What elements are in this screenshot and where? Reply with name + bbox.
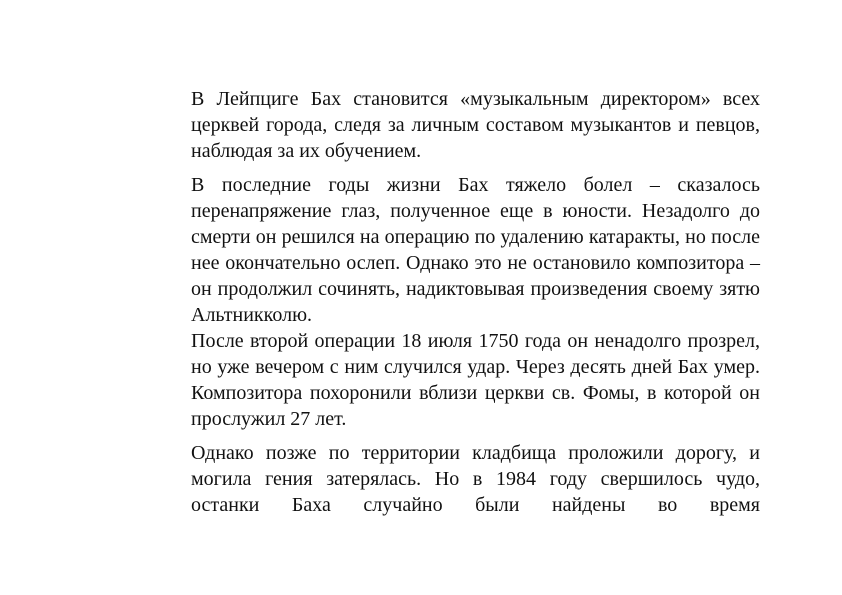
paragraph-illness: В последние годы жизни Бах тяжело болел – сказалось перенапряжение глаз, полученное еще в юности. Незадолго до смерти он решился на операцию по удалению катаракты, но после нее окончательно ослеп. Однако это не остановило композитора – он продолжил сочинять, надиктовывая произведения своему зятю Альтникколю. [191, 174, 760, 326]
document-body [191, 86, 760, 518]
paragraph-grave: Однако позже по территории кладбища проложили дорогу, и могила гения затерялась. Но в 1984 году свершилось чудо, останки Баха случайно были найдены во время [191, 442, 760, 516]
paragraph-death: После второй операции 18 июля 1750 года он ненадолго прозрел, но уже вечером с ним случился удар. Через десять дней Бах умер. Композитора похоронили вблизи церкви св. Фомы, в которой он прослужил 27 лет. [191, 330, 760, 430]
paragraph-leipzig: В Лейпциге Бах становится «музыкальным директором» всех церквей города, следя за личным составом музыкантов и певцов, наблюдая за их обучением. [191, 88, 760, 162]
